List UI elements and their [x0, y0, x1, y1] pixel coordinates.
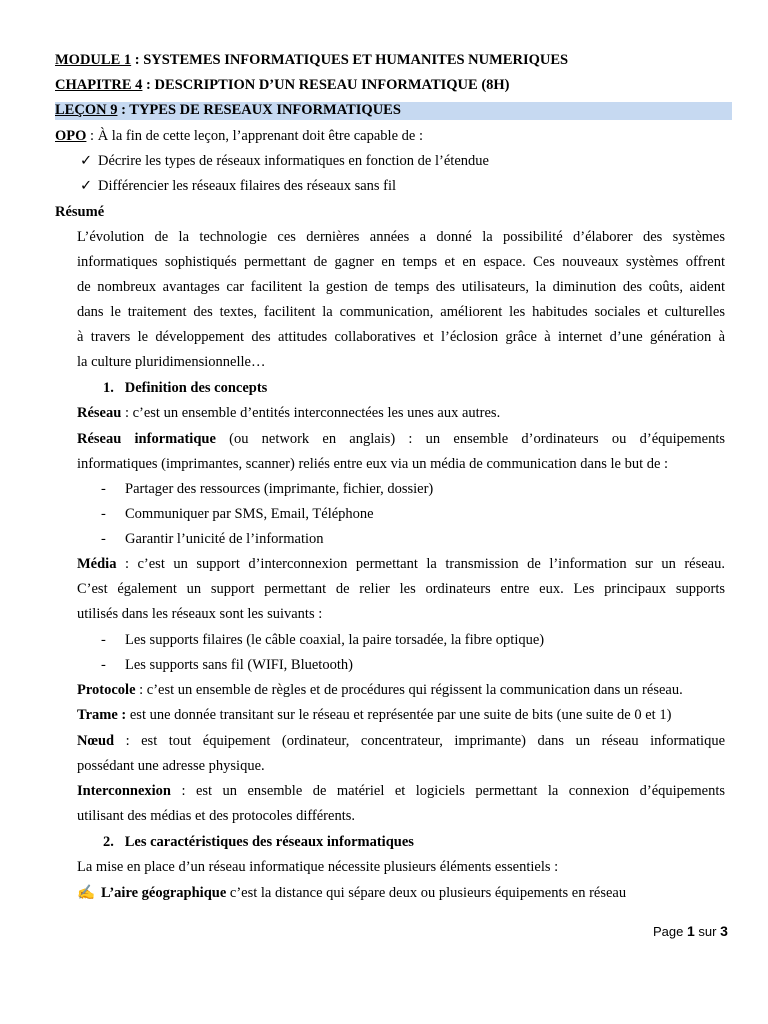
section-number: 1.: [103, 380, 114, 396]
dash-bullet: -: [101, 657, 106, 673]
opo-item-text: Différencier les réseaux filaires des réseaux sans fil: [98, 178, 397, 194]
section2-intro: La mise en place d’un réseau informatique nécessite plusieurs éléments essentiels :: [77, 859, 559, 875]
lesson-title: : TYPES DE RESEAUX INFORMATIQUES: [117, 102, 401, 118]
definition-media: [77, 556, 725, 573]
list-item-text: Garantir l’unicité de l’information: [125, 531, 324, 547]
module-label: MODULE 1: [55, 52, 132, 68]
section-number: 2.: [103, 834, 114, 850]
dash-bullet: -: [101, 632, 106, 648]
chapter-label: CHAPITRE 4: [55, 77, 143, 93]
opo-item: [80, 153, 489, 170]
term: L’aire géographique: [101, 885, 227, 901]
list-item: [101, 657, 353, 674]
resume-line: la culture pluridimensionnelle…: [77, 354, 266, 370]
chapter-title: : DESCRIPTION D’UN RESEAU INFORMATIQUE (8H): [142, 77, 510, 93]
definition: est une donnée transitant sur le réseau et représentée par une suite de bits (une suite de 0 et 1): [126, 707, 672, 723]
definition-line: possédant une adresse physique.: [77, 758, 265, 774]
dash-bullet: -: [101, 506, 106, 522]
resume-line: à travers le développement des attitudes collaboratives et l’éclosion grâce à internet d’une génération à: [77, 329, 725, 345]
page-number: 1: [687, 923, 695, 939]
section-title: Definition des concepts: [124, 380, 268, 396]
lesson-heading: [55, 102, 732, 120]
writing-hand-icon: ✍: [77, 885, 96, 901]
opo-line: [55, 128, 423, 145]
resume-title: Résumé: [55, 204, 105, 220]
definition-trame: [77, 707, 671, 724]
module-title: : SYSTEMES INFORMATIQUES ET HUMANITES NUMERIQUES: [131, 52, 569, 68]
definition-reseau-informatique: [77, 431, 725, 448]
sur-word: sur: [698, 924, 717, 939]
resume-line: informatiques sophistiqués permettant de gagner en temps et en espace. Ces nouveaux systèmes offrent: [77, 254, 725, 270]
term: Média: [77, 556, 117, 572]
definition-line: informatiques (imprimantes, scanner) reliés entre eux via un média de communication dans le but de :: [77, 456, 669, 472]
opo-item-text: Décrire les types de réseaux informatiques en fonction de l’étendue: [98, 153, 489, 169]
term: Protocole: [77, 682, 136, 698]
section-title: Les caractéristiques des réseaux informatiques: [124, 834, 414, 850]
characteristic-item: [77, 884, 626, 902]
chapter-heading: [55, 77, 510, 94]
definition-line: C’est également un support permettant de relier les ordinateurs entre eux. Les principaux supports: [77, 581, 725, 597]
resume-line: de nombreux avantages car facilitent la gestion de temps des utilisateurs, la diminution des coûts, aident: [77, 279, 725, 295]
list-item: [101, 481, 433, 498]
dash-bullet: -: [101, 531, 106, 547]
checkmark-icon: ✓: [80, 153, 93, 169]
term: Interconnexion: [77, 783, 171, 799]
list-item: [101, 506, 374, 523]
page-footer: [653, 923, 728, 939]
section2-heading: [103, 834, 414, 851]
definition: c’est la distance qui sépare deux ou plusieurs équipements en réseau: [226, 885, 627, 901]
resume-line: dans le traitement des textes, facilitent la communication, améliorent les habitudes sociales et culturelles: [77, 304, 725, 320]
section1-heading: [103, 380, 267, 397]
term: Trame :: [77, 707, 127, 723]
opo-item: [80, 178, 396, 195]
lesson-label: LEÇON 9: [55, 102, 118, 118]
list-item-text: Les supports filaires (le câble coaxial, la paire torsadée, la fibre optique): [125, 632, 545, 648]
definition: (ou network en anglais) : un ensemble d’ordinateurs ou d’équipements: [215, 431, 725, 447]
definition: : c’est un ensemble d’entités interconnectées les unes aux autres.: [121, 405, 501, 421]
list-item: [101, 531, 324, 548]
opo-label: OPO: [55, 128, 87, 144]
dash-bullet: -: [101, 481, 106, 497]
definition: : est un ensemble de matériel et logiciels permettant la connexion d’équipements: [171, 783, 725, 799]
definition-protocole: [77, 682, 683, 699]
term: Nœud: [77, 733, 115, 749]
list-item-text: Les supports sans fil (WIFI, Bluetooth): [125, 657, 353, 673]
opo-text: : À la fin de cette leçon, l’apprenant doit être capable de :: [86, 128, 423, 144]
list-item-text: Partager des ressources (imprimante, fichier, dossier): [125, 481, 434, 497]
definition-interconnexion: [77, 783, 725, 800]
list-item-text: Communiquer par SMS, Email, Téléphone: [125, 506, 374, 522]
list-item: [101, 632, 544, 649]
definition-reseau: [77, 405, 500, 422]
definition-line: utilisés dans les réseaux sont les suivants :: [77, 606, 323, 622]
resume-line: L’évolution de la technologie ces dernières années a donné la possibilité d’élaborer des systèmes: [77, 229, 725, 245]
module-heading: [55, 52, 568, 69]
definition: : c’est un support d’interconnexion permettant la transmission de l’information sur un réseau.: [116, 556, 725, 572]
term: Réseau informatique: [77, 431, 216, 447]
definition-noeud: [77, 733, 725, 750]
page-word: Page: [653, 924, 684, 939]
checkmark-icon: ✓: [80, 178, 93, 194]
term: Réseau: [77, 405, 122, 421]
page-total: 3: [720, 923, 728, 939]
definition: : c’est un ensemble de règles et de procédures qui régissent la communication dans un réseau.: [135, 682, 683, 698]
definition-line: utilisant des médias et des protocoles différents.: [77, 808, 355, 824]
definition: : est tout équipement (ordinateur, concentrateur, imprimante) dans un réseau informatique: [114, 733, 725, 749]
